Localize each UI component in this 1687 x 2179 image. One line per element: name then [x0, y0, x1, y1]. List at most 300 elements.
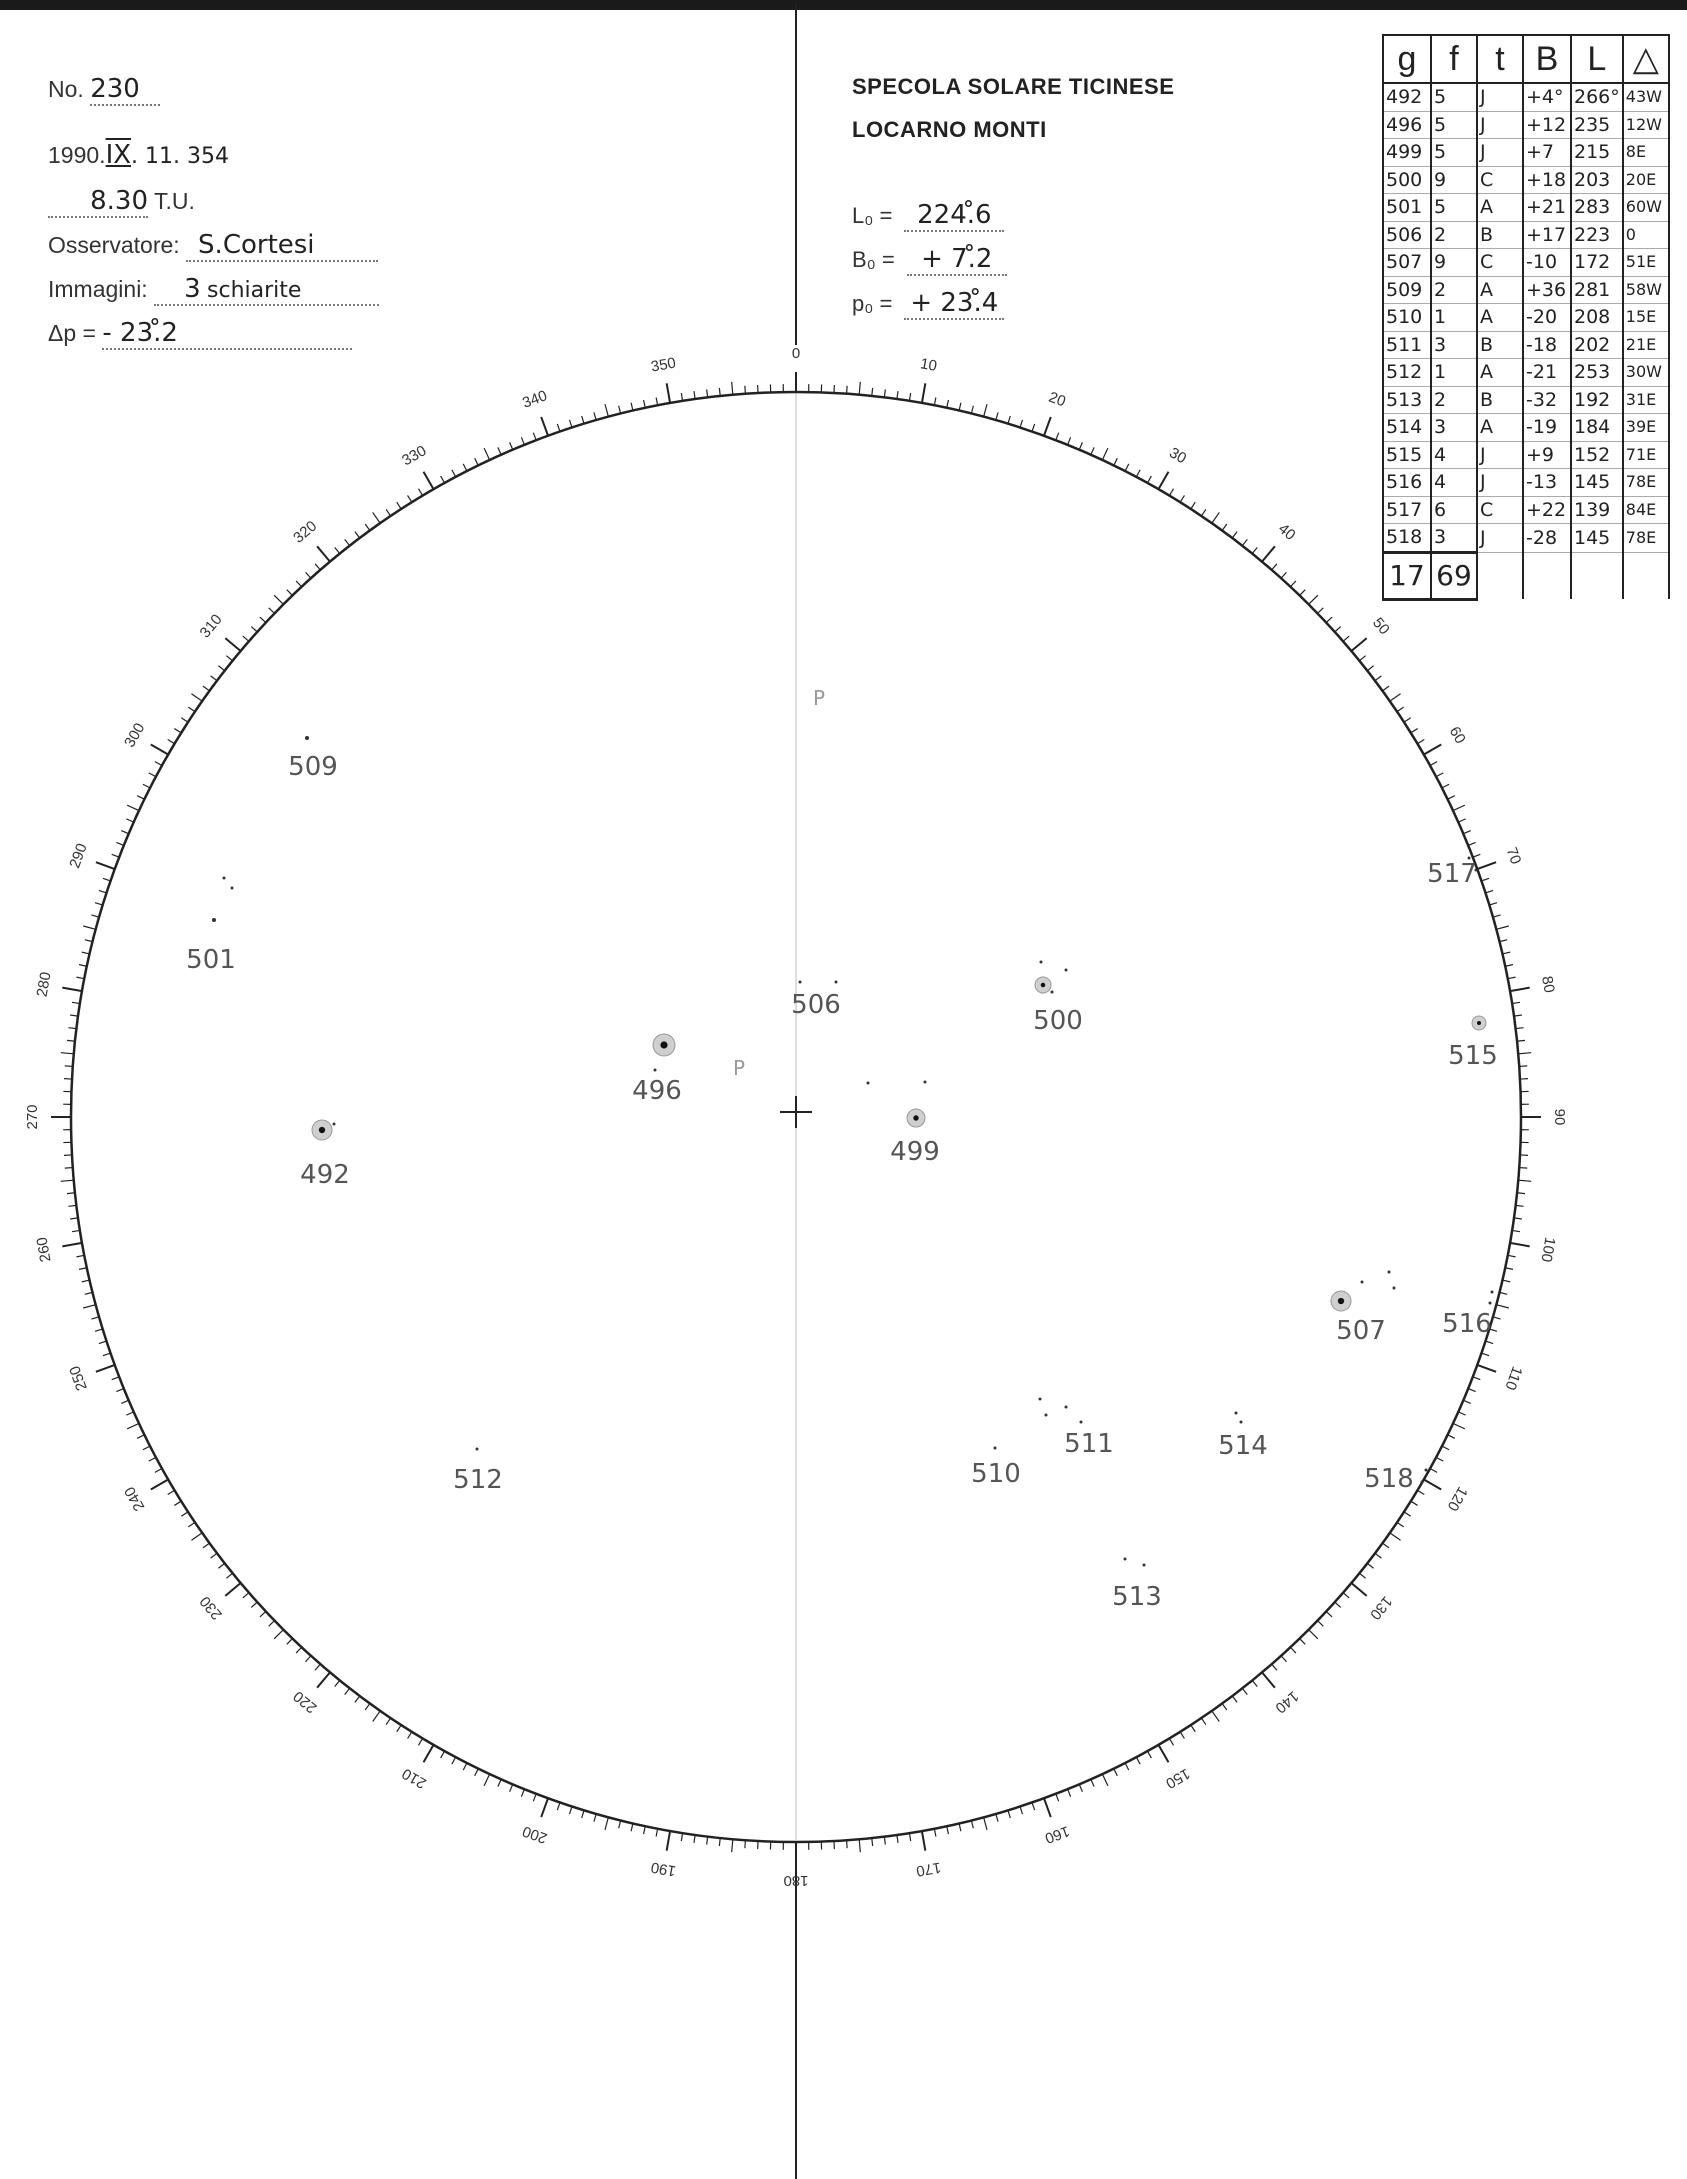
- table-cell: 51E: [1623, 249, 1669, 277]
- scale-tick: [1517, 1040, 1525, 1041]
- scale-tick: [441, 1751, 445, 1758]
- scale-tick: [719, 388, 720, 396]
- degree-label: 180: [783, 1872, 809, 1890]
- table-cell: 500: [1383, 166, 1431, 194]
- table-cell: J: [1477, 111, 1523, 139]
- scale-tick: [897, 391, 898, 399]
- pole-mark-upper: P: [813, 686, 826, 710]
- scale-tick: [306, 1656, 311, 1662]
- group-label-496: 496: [632, 1076, 682, 1106]
- table-cell: 3: [1431, 331, 1477, 359]
- table-cell: -19: [1523, 414, 1571, 442]
- scale-tick: [1499, 940, 1507, 942]
- spot-pore: [1491, 1291, 1494, 1294]
- table-row: [1383, 359, 1669, 387]
- degree-label: 130: [1366, 1592, 1396, 1623]
- scale-tick: [70, 1015, 78, 1016]
- scale-tick: [1125, 1763, 1129, 1770]
- group-label-514: 514: [1218, 1431, 1268, 1461]
- scale-tick: [386, 1718, 390, 1725]
- scale-tick: [1489, 903, 1497, 905]
- spot-pore: [333, 1123, 336, 1126]
- table-cell: 84E: [1623, 496, 1669, 524]
- scale-tick: [1448, 1435, 1455, 1439]
- table-cell: 12W: [1623, 111, 1669, 139]
- table-cell: -10: [1523, 249, 1571, 277]
- scale-tick: [644, 1826, 646, 1834]
- spot-pore: [1240, 1421, 1243, 1424]
- scale-tick: [1020, 1807, 1022, 1815]
- scale-tick: [143, 1446, 150, 1450]
- col-B: B: [1523, 35, 1571, 83]
- degree-label: 150: [1162, 1764, 1193, 1792]
- scale-tick: [373, 1711, 380, 1722]
- spot-pore: [476, 1448, 479, 1451]
- table-cell: 145: [1571, 524, 1623, 553]
- scale-tick: [1367, 666, 1373, 671]
- col-f: f: [1431, 35, 1477, 83]
- scale-tick: [1290, 1647, 1295, 1653]
- scale-tick: [872, 388, 873, 396]
- table-cell: 506: [1383, 221, 1431, 249]
- scale-tick: [1252, 1680, 1257, 1686]
- scale-tick: [1125, 464, 1129, 471]
- scale-tick: [557, 424, 560, 432]
- degree-label: 280: [33, 970, 55, 999]
- degree-label: 220: [290, 1687, 321, 1717]
- scale-tick: [1309, 595, 1318, 604]
- scale-tick: [984, 1817, 987, 1830]
- images-count: 3: [184, 274, 201, 304]
- scale-tick: [274, 595, 283, 604]
- scale-tick: [317, 546, 330, 561]
- group-label-507: 507: [1336, 1316, 1386, 1346]
- table-header-row: [1383, 35, 1669, 83]
- degree-label: 60: [1445, 723, 1469, 747]
- table-cell: 5: [1431, 194, 1477, 222]
- scale-tick: [1359, 1573, 1365, 1578]
- scale-tick: [168, 1490, 175, 1494]
- group-label-492: 492: [300, 1160, 350, 1190]
- scale-tick: [1044, 1798, 1051, 1817]
- scale-tick: [203, 686, 209, 691]
- ephemeris-L0: L₀ = 224.̊6: [852, 200, 1004, 232]
- scale-tick: [521, 437, 524, 444]
- scale-tick: [1404, 718, 1411, 722]
- scale-tick: [1159, 472, 1169, 489]
- scale-tick: [619, 406, 621, 414]
- table-cell: 192: [1571, 386, 1623, 414]
- scale-tick: [1079, 1784, 1082, 1791]
- ephemeris-p0: p₀ = + 23.̊4: [852, 288, 1004, 320]
- scale-tick: [226, 656, 232, 661]
- table-row: [1383, 524, 1669, 553]
- scale-tick: [1281, 572, 1286, 578]
- scale-tick: [1510, 988, 1530, 991]
- spot-pore: [223, 877, 226, 880]
- spot-umbra: [660, 1041, 667, 1048]
- scale-tick: [1430, 1468, 1437, 1472]
- spot-umbra: [1477, 1021, 1481, 1025]
- table-cell: J: [1477, 469, 1523, 497]
- table-cell: 1: [1431, 359, 1477, 387]
- scale-tick: [137, 1435, 144, 1439]
- table-cell: 518: [1383, 524, 1431, 553]
- scale-tick: [116, 842, 123, 845]
- table-cell: 512: [1383, 359, 1431, 387]
- table-cell: +9: [1523, 441, 1571, 469]
- table-cell: +36: [1523, 276, 1571, 304]
- degree-label: 230: [196, 1592, 226, 1623]
- scale-tick: [859, 1839, 860, 1852]
- scale-tick: [707, 1837, 708, 1845]
- table-cell: 9: [1431, 249, 1477, 277]
- scale-tick: [1159, 1745, 1169, 1762]
- degree-label: 250: [66, 1363, 91, 1393]
- scale-tick: [260, 617, 266, 622]
- time-unit: T.U.: [153, 188, 195, 214]
- table-cell: +7: [1523, 139, 1571, 167]
- table-cell: 5: [1431, 139, 1477, 167]
- table-cell: B: [1477, 331, 1523, 359]
- spot-pore: [1388, 1271, 1391, 1274]
- scale-tick: [1309, 1630, 1318, 1639]
- scale-tick: [1044, 417, 1051, 436]
- group-label-518: 518: [1364, 1464, 1414, 1494]
- scale-tick: [1383, 1543, 1389, 1548]
- scale-tick: [260, 1611, 266, 1616]
- scale-tick: [1436, 773, 1443, 777]
- scale-tick: [397, 1725, 401, 1732]
- scale-tick: [1114, 458, 1118, 465]
- table-cell: 0: [1623, 221, 1669, 249]
- scale-tick: [112, 854, 119, 857]
- scale-tick: [1390, 694, 1401, 701]
- scale-tick: [181, 1512, 188, 1516]
- scale-tick: [1499, 1292, 1507, 1294]
- scale-tick: [745, 1840, 746, 1848]
- scale-tick: [1453, 805, 1465, 810]
- scale-tick: [1458, 819, 1465, 822]
- degree-label: 340: [520, 387, 550, 412]
- scale-tick: [373, 512, 380, 523]
- table-cell: +21: [1523, 194, 1571, 222]
- degree-label: 270: [23, 1104, 41, 1130]
- scale-tick: [1468, 1389, 1475, 1392]
- scale-tick: [103, 878, 111, 881]
- scale-tick: [475, 1769, 479, 1776]
- table-cell: 39E: [1623, 414, 1669, 442]
- scale-tick: [85, 1292, 93, 1294]
- col-delta: △: [1623, 35, 1669, 83]
- scale-tick: [1442, 784, 1449, 788]
- scale-tick: [1508, 977, 1516, 979]
- degree-label: 70: [1502, 845, 1525, 867]
- table-row: [1383, 111, 1669, 139]
- scale-tick: [1493, 915, 1501, 917]
- scale-tick: [452, 470, 456, 477]
- scale-tick: [1512, 1002, 1520, 1003]
- scale-tick: [1272, 1664, 1277, 1670]
- scale-tick: [959, 403, 961, 411]
- table-cell: 492: [1383, 83, 1431, 111]
- scale-tick: [909, 393, 910, 401]
- scale-tick: [681, 1833, 682, 1841]
- scale-tick: [1008, 416, 1010, 424]
- table-cell: -32: [1523, 386, 1571, 414]
- table-cell: 223: [1571, 221, 1623, 249]
- scale-tick: [1136, 470, 1140, 477]
- table-cell: 514: [1383, 414, 1431, 442]
- scale-tick: [1343, 636, 1349, 641]
- table-row: [1383, 249, 1669, 277]
- table-row: [1383, 441, 1669, 469]
- group-label-509: 509: [288, 752, 338, 782]
- degree-label: 30: [1166, 444, 1190, 468]
- table-cell: -28: [1523, 524, 1571, 553]
- scale-tick: [1326, 617, 1332, 622]
- table-cell: 266°: [1571, 83, 1623, 111]
- spot-pore: [924, 1081, 927, 1084]
- scale-tick: [1510, 1243, 1530, 1246]
- degree-label: 90: [1551, 1108, 1569, 1126]
- spot-pore: [835, 981, 838, 984]
- scale-tick: [243, 636, 249, 641]
- scale-tick: [498, 1779, 501, 1786]
- scale-tick: [296, 581, 301, 587]
- scale-tick: [922, 383, 925, 403]
- scale-tick: [463, 464, 467, 471]
- scale-tick: [1318, 1621, 1324, 1627]
- scale-tick: [971, 406, 973, 414]
- scale-tick: [126, 819, 133, 822]
- table-cell: +17: [1523, 221, 1571, 249]
- degree-label: 40: [1274, 520, 1299, 544]
- scale-tick: [1359, 656, 1365, 661]
- table-cell: 215: [1571, 139, 1623, 167]
- table-cell: 6: [1431, 496, 1477, 524]
- spot-umbra: [319, 1127, 325, 1133]
- scale-tick: [1242, 1688, 1247, 1694]
- scale-tick: [582, 416, 584, 424]
- scale-tick: [594, 412, 596, 420]
- scale-tick: [112, 1377, 119, 1380]
- scale-tick: [1448, 796, 1455, 800]
- degree-label: 80: [1538, 974, 1558, 995]
- scale-tick: [1180, 1732, 1184, 1739]
- scale-tick: [996, 412, 998, 420]
- scale-tick: [707, 389, 708, 397]
- spot-pore: [1425, 1469, 1428, 1472]
- spot-pore: [867, 1082, 870, 1085]
- group-label-510: 510: [971, 1459, 1021, 1489]
- table-cell: 203: [1571, 166, 1623, 194]
- table-row: [1383, 386, 1669, 414]
- table-cell: J: [1477, 441, 1523, 469]
- scale-tick: [67, 1040, 75, 1041]
- table-cell: 509: [1383, 276, 1431, 304]
- scale-tick: [155, 1468, 162, 1472]
- spot-pore: [1045, 1414, 1048, 1417]
- scale-tick: [1453, 1423, 1465, 1428]
- scale-tick: [243, 1593, 249, 1598]
- table-cell: 152: [1571, 441, 1623, 469]
- scale-tick: [1020, 420, 1022, 428]
- table-cell: +4°: [1523, 83, 1571, 111]
- scale-tick: [1242, 539, 1247, 545]
- scale-tick: [1473, 854, 1480, 857]
- table-row: [1383, 276, 1669, 304]
- degree-label: 110: [1501, 1363, 1526, 1393]
- scale-tick: [418, 489, 422, 496]
- table-cell: 3: [1431, 414, 1477, 442]
- scale-tick: [463, 1763, 467, 1770]
- scale-tick: [151, 1480, 168, 1490]
- scale-tick: [557, 1803, 560, 1811]
- scale-tick: [1343, 1593, 1349, 1598]
- spot-pore: [212, 918, 216, 922]
- time-value: 8.30: [48, 186, 148, 218]
- table-cell: J: [1477, 524, 1523, 553]
- scale-tick: [1516, 1205, 1524, 1206]
- table-cell: 139: [1571, 496, 1623, 524]
- table-cell: 9: [1431, 166, 1477, 194]
- scale-tick: [1136, 1757, 1140, 1764]
- scale-tick: [1262, 1672, 1275, 1687]
- table-cell: A: [1477, 359, 1523, 387]
- scale-tick: [884, 1837, 885, 1845]
- scale-tick: [498, 447, 501, 454]
- table-cell: 281: [1571, 276, 1623, 304]
- scale-tick: [203, 1543, 209, 1548]
- scale-tick: [631, 403, 633, 411]
- table-row: [1383, 331, 1669, 359]
- ephemeris-B0: B₀ = + 7.̊2: [852, 244, 1007, 276]
- scale-tick: [168, 739, 175, 743]
- scale-tick: [79, 965, 87, 967]
- scale-tick: [225, 1583, 240, 1596]
- scale-tick: [1486, 1341, 1494, 1343]
- degree-label: 300: [121, 720, 149, 751]
- scale-tick: [441, 476, 445, 483]
- scale-tick: [1326, 1611, 1332, 1616]
- number-line: [48, 74, 160, 106]
- scale-tick: [452, 1757, 456, 1764]
- table-cell: 253: [1571, 359, 1623, 387]
- degree-label: 0: [791, 344, 801, 362]
- scale-tick: [631, 1823, 633, 1831]
- scale-tick: [1482, 878, 1490, 881]
- scale-tick: [211, 676, 217, 681]
- scale-tick: [732, 1839, 733, 1852]
- spot-pore: [1143, 1564, 1146, 1567]
- scale-tick: [116, 1389, 123, 1392]
- table-cell: A: [1477, 194, 1523, 222]
- table-cell: 60W: [1623, 194, 1669, 222]
- scale-tick: [884, 389, 885, 397]
- scale-tick: [1147, 476, 1151, 483]
- scale-tick: [1212, 512, 1219, 523]
- images-line: [48, 274, 379, 306]
- scale-tick: [996, 1814, 998, 1822]
- table-cell: 5: [1431, 111, 1477, 139]
- table-cell: +12: [1523, 111, 1571, 139]
- table-cell: 2: [1431, 221, 1477, 249]
- scale-tick: [1091, 447, 1094, 454]
- scale-tick: [1300, 1639, 1306, 1645]
- scale-tick: [287, 1639, 293, 1645]
- scale-tick: [121, 1400, 128, 1403]
- institution-name: SPECOLA SOLARE TICINESE: [852, 74, 1175, 99]
- degree-label: 50: [1369, 614, 1393, 639]
- scale-tick: [418, 1738, 422, 1745]
- table-cell: 5: [1431, 83, 1477, 111]
- table-row: [1383, 194, 1669, 222]
- table-row: [1383, 83, 1669, 111]
- scale-tick: [847, 1840, 848, 1848]
- scale-tick: [70, 1218, 78, 1219]
- table-cell: 513: [1383, 386, 1431, 414]
- scale-tick: [269, 1621, 275, 1627]
- table-cell: 20E: [1623, 166, 1669, 194]
- scale-tick: [1262, 546, 1275, 561]
- scale-tick: [306, 572, 311, 578]
- table-cell: -18: [1523, 331, 1571, 359]
- images-note: schiarite: [207, 278, 302, 303]
- degree-label: 290: [66, 841, 91, 871]
- scale-tick: [137, 796, 144, 800]
- table-cell: 4: [1431, 469, 1477, 497]
- scale-tick: [1458, 1412, 1465, 1415]
- scale-tick: [1351, 638, 1366, 651]
- group-label-513: 513: [1112, 1582, 1162, 1612]
- table-totals-row: [1383, 552, 1669, 599]
- scale-tick: [1516, 1028, 1524, 1029]
- group-label-499: 499: [890, 1137, 940, 1167]
- scale-tick: [605, 1817, 608, 1830]
- spot-pore: [994, 1447, 997, 1450]
- scale-tick: [475, 458, 479, 465]
- scale-tick: [971, 1820, 973, 1828]
- scale-tick: [1512, 1230, 1520, 1231]
- scale-tick: [1508, 1255, 1516, 1257]
- scale-tick: [569, 1807, 571, 1815]
- scale-tick: [1519, 1066, 1527, 1067]
- table-row: [1383, 469, 1669, 497]
- scale-tick: [365, 524, 370, 530]
- scale-tick: [1079, 442, 1082, 449]
- scale-tick: [61, 1053, 74, 1054]
- scale-tick: [424, 472, 434, 489]
- spot-pore: [305, 736, 309, 740]
- table-cell: 172: [1571, 249, 1623, 277]
- scale-tick: [1281, 1656, 1286, 1662]
- scale-tick: [1383, 686, 1389, 691]
- degree-label: 330: [399, 442, 430, 470]
- spot-pore: [1421, 1481, 1424, 1484]
- scale-tick: [76, 1255, 84, 1257]
- scale-tick: [155, 762, 162, 766]
- table-cell: B: [1477, 221, 1523, 249]
- scale-tick: [127, 805, 139, 810]
- date-month: IX: [105, 140, 132, 170]
- spot-pore: [799, 981, 802, 984]
- degree-label: 320: [290, 517, 321, 547]
- scale-tick: [72, 1002, 80, 1003]
- total-spots: 69: [1431, 552, 1477, 599]
- scale-tick: [1430, 762, 1437, 766]
- scale-tick: [1232, 532, 1237, 538]
